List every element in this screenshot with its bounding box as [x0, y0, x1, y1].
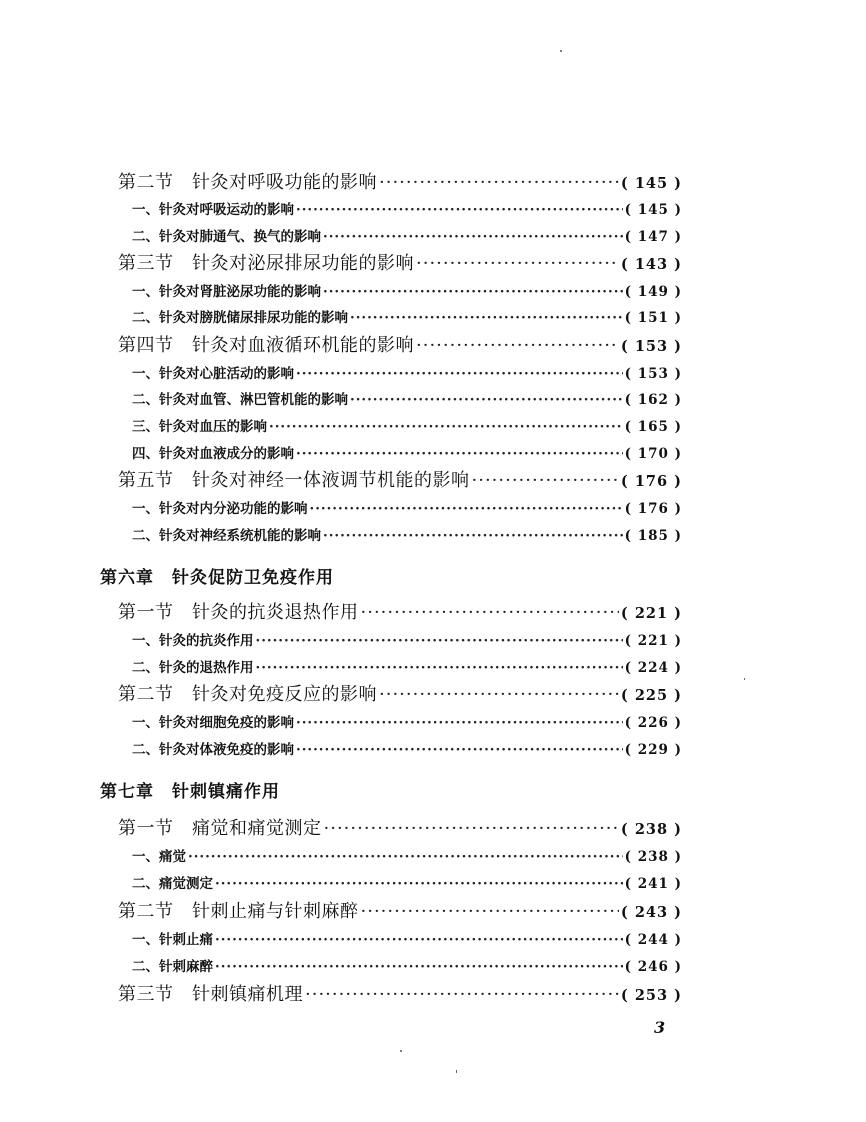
leader-dots	[296, 366, 623, 382]
toc-entry-page: ( 224 )	[624, 660, 682, 676]
scan-speck	[456, 1070, 457, 1073]
toc-entry-page: ( 241 )	[624, 876, 682, 892]
toc-entry-title: 一、针刺止痛	[132, 932, 213, 948]
leader-dots	[472, 470, 619, 491]
toc-entry-title: 二、针灸对膀胱储尿排尿功能的影响	[132, 310, 348, 326]
toc-entry-title: 一、针灸对细胞免疫的影响	[132, 715, 294, 731]
toc-subsection-entry[interactable]	[132, 442, 682, 462]
chapter-title: 针刺镇痛作用	[172, 782, 280, 802]
toc-entry-title: 二、针灸对血管、淋巴管机能的影响	[132, 392, 348, 408]
toc-entry-title: 一、痛觉	[132, 849, 186, 865]
toc-entry-title: 四、针灸对血液成分的影响	[132, 446, 294, 462]
toc-section-entry[interactable]	[118, 897, 682, 923]
leader-dots	[296, 715, 623, 731]
leader-dots	[323, 284, 623, 300]
toc-entry-page: ( 253 )	[620, 987, 682, 1004]
toc-entry-page: ( 176 )	[620, 473, 682, 490]
leader-dots	[323, 528, 623, 544]
toc-entry-page: ( 151 )	[624, 310, 682, 326]
leader-dots	[256, 660, 623, 676]
scan-speck	[560, 50, 562, 52]
scan-speck	[744, 678, 745, 680]
leader-dots	[361, 602, 619, 623]
toc-entry-page: ( 238 )	[620, 821, 682, 838]
toc-section-entry[interactable]	[118, 814, 682, 840]
toc-subsection-entry[interactable]	[132, 524, 682, 544]
scan-speck	[400, 1050, 402, 1052]
toc-entry-title: 一、针灸对肾脏泌尿功能的影响	[132, 284, 321, 300]
toc-entry-title: 三、针灸对血压的影响	[132, 419, 267, 435]
toc-entry-page: ( 153 )	[620, 338, 682, 355]
toc-entry-title: 第三节 针灸对泌尿排尿功能的影响	[118, 253, 414, 274]
toc-section-entry[interactable]	[118, 249, 682, 275]
toc-entry-page: ( 221 )	[624, 633, 682, 649]
toc-entry-page: ( 243 )	[620, 904, 682, 921]
leader-dots	[350, 310, 623, 326]
toc-subsection-entry[interactable]	[132, 415, 682, 435]
leader-dots	[350, 392, 623, 408]
toc-entry-title: 一、针灸的抗炎作用	[132, 633, 254, 649]
toc-section-entry[interactable]	[118, 466, 682, 492]
chapter-heading-6	[100, 563, 334, 588]
toc-subsection-entry[interactable]	[132, 738, 682, 758]
toc-subsection-entry[interactable]	[132, 388, 682, 408]
toc-subsection-entry[interactable]	[132, 928, 682, 948]
toc-entry-page: ( 149 )	[624, 284, 682, 300]
toc-section-entry[interactable]	[118, 680, 682, 706]
toc-entry-page: ( 170 )	[624, 446, 682, 462]
toc-subsection-entry[interactable]	[132, 362, 682, 382]
toc-subsection-entry[interactable]	[132, 306, 682, 326]
toc-entry-title: 二、针灸对肺通气、换气的影响	[132, 229, 321, 245]
toc-entry-title: 二、针灸对体液免疫的影响	[132, 742, 294, 758]
leader-dots	[215, 959, 623, 975]
leader-dots	[416, 335, 619, 356]
toc-entry-page: ( 176 )	[624, 501, 682, 517]
chapter-number: 第七章	[100, 782, 154, 802]
toc-entry-title: 第三节 针刺镇痛机理	[118, 984, 303, 1005]
leader-dots	[305, 984, 619, 1005]
page-number: 3	[654, 1018, 666, 1037]
toc-entry-page: ( 145 )	[620, 175, 682, 192]
chapter-title: 针灸促防卫免疫作用	[172, 568, 334, 588]
leader-dots	[310, 501, 623, 517]
toc-entry-title: 第五节 针灸对神经一体液调节机能的影响	[118, 470, 470, 491]
toc-subsection-entry[interactable]	[132, 656, 682, 676]
toc-entry-title: 一、针灸对呼吸运动的影响	[132, 202, 294, 218]
toc-entry-title: 第二节 针灸对呼吸功能的影响	[118, 172, 377, 193]
toc-entry-page: ( 165 )	[624, 419, 682, 435]
toc-subsection-entry[interactable]	[132, 872, 682, 892]
leader-dots	[215, 876, 623, 892]
leader-dots	[215, 932, 623, 948]
toc-entry-title: 二、针灸对神经系统机能的影响	[132, 528, 321, 544]
toc-subsection-entry[interactable]	[132, 225, 682, 245]
toc-entry-page: ( 229 )	[624, 742, 682, 758]
leader-dots	[323, 229, 623, 245]
toc-entry-title: 一、针灸对心脏活动的影响	[132, 366, 294, 382]
toc-subsection-entry[interactable]	[132, 711, 682, 731]
toc-entry-title: 二、痛觉测定	[132, 876, 213, 892]
toc-entry-page: ( 162 )	[624, 392, 682, 408]
leader-dots	[361, 901, 619, 922]
toc-entry-page: ( 226 )	[624, 715, 682, 731]
toc-entry-page: ( 244 )	[624, 932, 682, 948]
leader-dots	[379, 172, 619, 193]
toc-subsection-entry[interactable]	[132, 845, 682, 865]
toc-entry-title: 第四节 针灸对血液循环机能的影响	[118, 335, 414, 356]
leader-dots	[296, 446, 623, 462]
leader-dots	[379, 684, 619, 705]
chapter-heading-7	[100, 777, 280, 802]
leader-dots	[256, 633, 623, 649]
toc-entry-title: 二、针灸的退热作用	[132, 660, 254, 676]
toc-section-entry[interactable]	[118, 168, 682, 194]
toc-subsection-entry[interactable]	[132, 629, 682, 649]
leader-dots	[324, 818, 619, 839]
toc-entry-page: ( 153 )	[624, 366, 682, 382]
toc-subsection-entry[interactable]	[132, 198, 682, 218]
toc-subsection-entry[interactable]	[132, 497, 682, 517]
toc-entry-title: 第一节 痛觉和痛觉测定	[118, 818, 322, 839]
toc-entry-title: 一、针灸对内分泌功能的影响	[132, 501, 308, 517]
leader-dots	[296, 742, 623, 758]
toc-section-entry[interactable]	[118, 331, 682, 357]
toc-section-entry[interactable]	[118, 598, 682, 624]
toc-subsection-entry[interactable]	[132, 280, 682, 300]
toc-entry-page: ( 225 )	[620, 687, 682, 704]
toc-entry-title: 第一节 针灸的抗炎退热作用	[118, 602, 359, 623]
toc-entry-page: ( 238 )	[624, 849, 682, 865]
toc-entry-title: 第二节 针灸对免疫反应的影响	[118, 684, 377, 705]
toc-entry-page: ( 147 )	[624, 229, 682, 245]
leader-dots	[296, 202, 623, 218]
toc-entry-title: 二、针刺麻醉	[132, 959, 213, 975]
toc-entry-page: ( 185 )	[624, 528, 682, 544]
toc-entry-page: ( 221 )	[620, 605, 682, 622]
leader-dots	[269, 419, 623, 435]
leader-dots	[416, 253, 619, 274]
leader-dots	[188, 849, 623, 865]
toc-entry-page: ( 143 )	[620, 256, 682, 273]
toc-entry-page: ( 246 )	[624, 959, 682, 975]
toc-entry-title: 第二节 针刺止痛与针刺麻醉	[118, 901, 359, 922]
toc-subsection-entry[interactable]	[132, 955, 682, 975]
toc-section-entry[interactable]	[118, 980, 682, 1006]
chapter-number: 第六章	[100, 568, 154, 588]
toc-entry-page: ( 145 )	[624, 202, 682, 218]
